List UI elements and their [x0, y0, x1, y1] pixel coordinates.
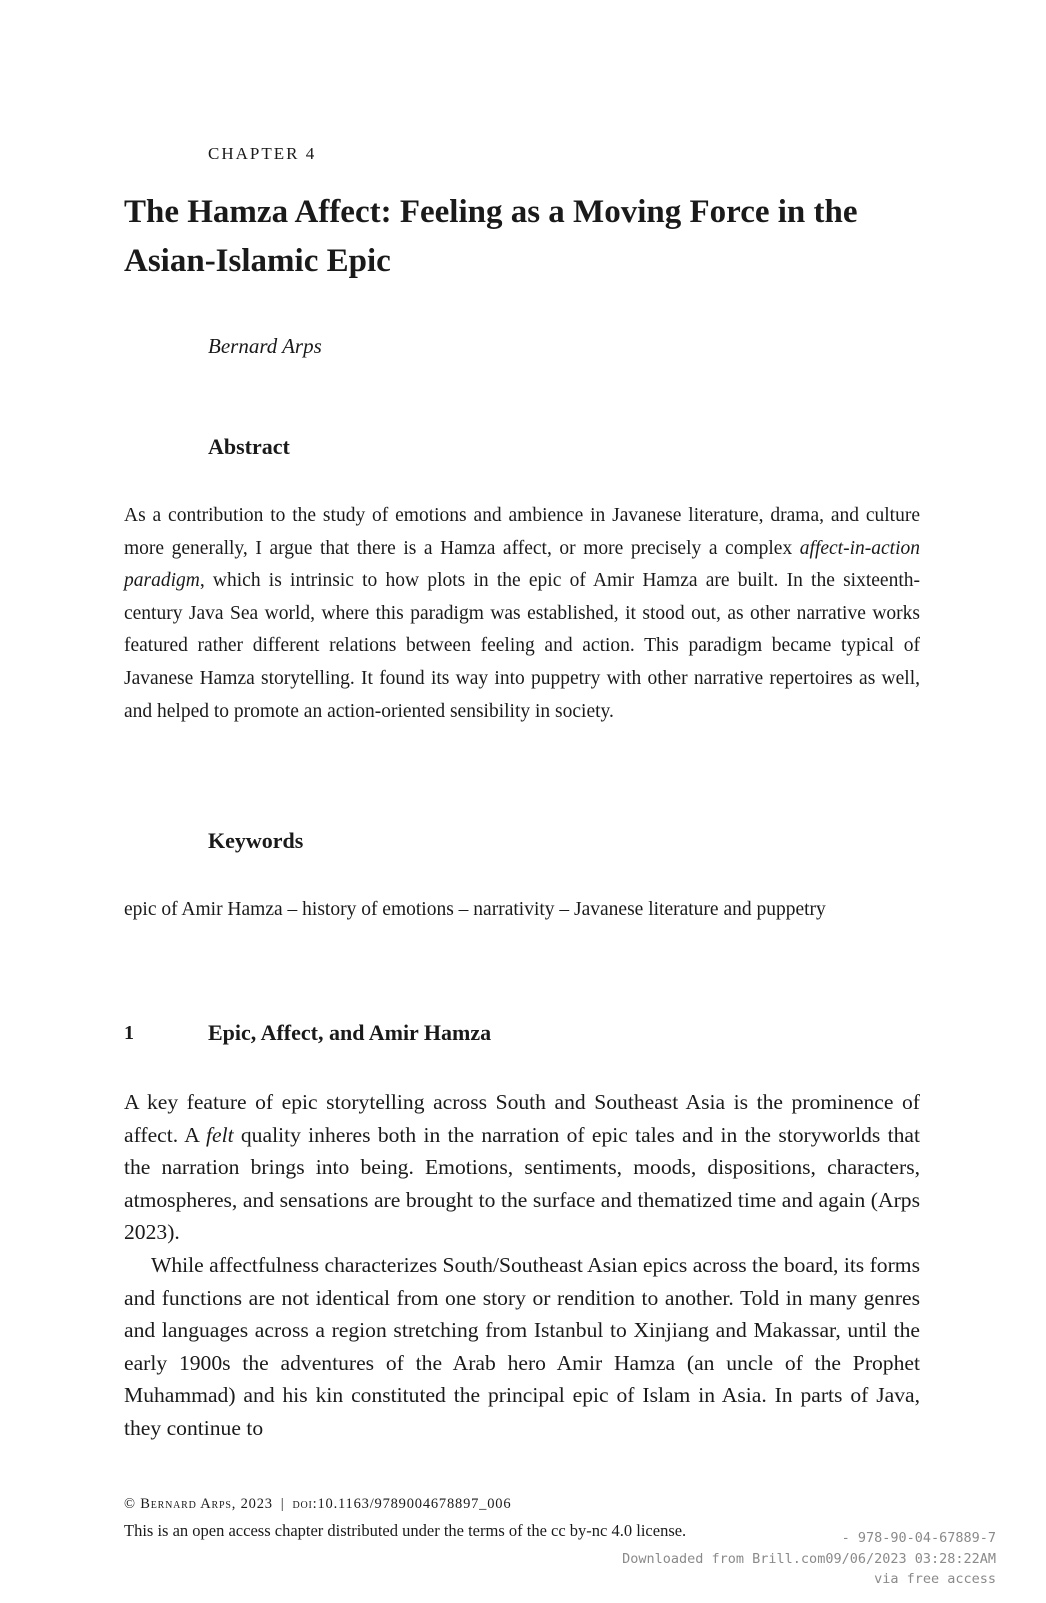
- section-number: 1: [124, 1022, 134, 1044]
- section-body: [124, 1086, 920, 1445]
- keywords-text: epic of Amir Hamza – history of emotions – narrativity – Javanese literature and puppetry: [124, 899, 826, 920]
- section-title: Epic, Affect, and Amir Hamza: [208, 1020, 492, 1045]
- body-paragraph-1: [124, 1086, 920, 1249]
- abstract-text-part1: As a contribution to the study of emotions and ambience in Javanese literature, drama, and culture more generally, I argue that there is a Hamza affect, or more precisely a complex: [124, 505, 920, 559]
- para1-part1: A key feature of epic storytelling across South and Southeast Asia is the prominence of affect. A: [124, 1090, 920, 1147]
- license-notice: This is an open access chapter distributed under the terms of the cc by-nc 4.0 license.: [124, 1521, 687, 1540]
- para1-part2: quality inheres both in the narration of epic tales and in the storyworlds that the narration brings into being. Emotions, sentiments, moods, dispositions, characters, atmospheres, and sensations are brought to the surface and thematized time and again (Arps 2023).: [124, 1122, 920, 1245]
- body-paragraph-2: While affectfulness characterizes South/Southeast Asian epics across the board, its forms and functions are not identical from one story or rendition to another. Told in many genres and languages across a region stretching from Istanbul to Xinjiang and Makassar, until the early 1900s the adventures of the Arab hero Amir Hamza (an uncle of the Prophet Muhammad) and his kin constituted the principal epic of Islam in Asia. In parts of Java, they continue to: [124, 1252, 920, 1440]
- para1-italic: felt: [205, 1122, 234, 1147]
- chapter-label: CHAPTER 4: [208, 144, 317, 163]
- download-watermark: [622, 1528, 996, 1590]
- keywords-heading: Keywords: [208, 828, 304, 853]
- download-line: Downloaded from Brill.com09/06/2023 03:28:22AM: [622, 1550, 996, 1567]
- abstract-heading: Abstract: [208, 434, 290, 459]
- isbn-line: - 978-90-04-67889-7: [841, 1530, 996, 1546]
- abstract-italic-term: affect-in-action paradigm: [124, 537, 920, 592]
- copyright-line: [124, 1496, 511, 1513]
- chapter-title: The Hamza Affect: Feeling as a Moving Force in the Asian-Islamic Epic: [124, 194, 858, 279]
- access-line: via free access: [874, 1571, 996, 1587]
- copyright-separator: |: [280, 1496, 285, 1512]
- abstract-text-part2: , which is intrinsic to how plots in the epic of Amir Hamza are built. In the sixteenth-century Java Sea world, where this paradigm was established, it stood out, as other narrative works featured rather different relations between feeling and action. This paradigm became typical of Javanese Hamza storytelling. It found its way into puppetry with other narrative repertoires as well, and helped to promote an action-oriented sensibility in society.: [124, 570, 920, 722]
- author-name: Bernard Arps: [208, 334, 322, 358]
- copyright-holder: Bernard Arps, 2023: [140, 1496, 273, 1512]
- doi-text: doi:10.1163/9789004678897_006: [292, 1496, 512, 1512]
- copyright-symbol: ©: [124, 1496, 136, 1512]
- abstract-text: [124, 500, 920, 728]
